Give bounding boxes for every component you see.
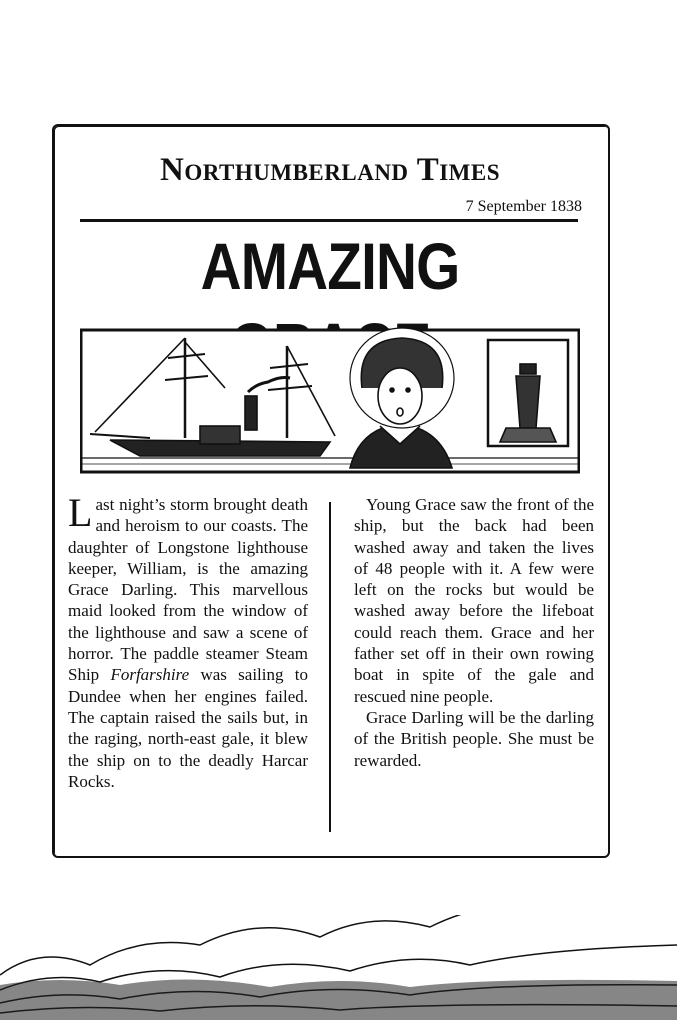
article-paragraph: Young Grace saw the front of the ship, but the back had been washed away and taken the lives of 48 people with it. A few were left on the rocks but would be washed away before the lifeboat could reach them. Grace and her father set off in their own rowing boat in spite of the gale and rescued nine people. [354,495,594,706]
sea-waves-illustration [0,915,677,1020]
article-paragraph: Grace Darling will be the darling of the British people. She must be rewarded. [354,707,594,770]
article-left-column [68,490,308,792]
lighthouse-illustration [488,340,568,446]
article-right-column [354,494,594,771]
article-paragraph [68,490,308,792]
newspaper-masthead: Northumberland Times [160,152,500,188]
newspaper-date: 7 September 1838 [465,198,582,215]
article-text: was sailing to Dundee when her engines failed. The captain raised the sails but, in the raging, north-east gale, it blew the ship on to the deadly Harcar Rocks. [68,665,308,791]
drop-cap: L [68,490,93,535]
masthead-rule [80,219,578,222]
column-divider [329,502,331,832]
grace-darling-portrait [350,328,454,468]
headline: AMAZING [200,229,460,303]
illustration-panel [80,318,580,474]
ship-name: Forfarshire [110,665,190,685]
article-text: ast night’s storm brought death and heroism to our coasts. The daughter of Longstone lighthouse keeper, William, is the amazing Grace Darling. This marvellous maid looked from the window of the lighthouse and saw a scene of horror. The paddle steamer Steam Ship [68,495,308,685]
